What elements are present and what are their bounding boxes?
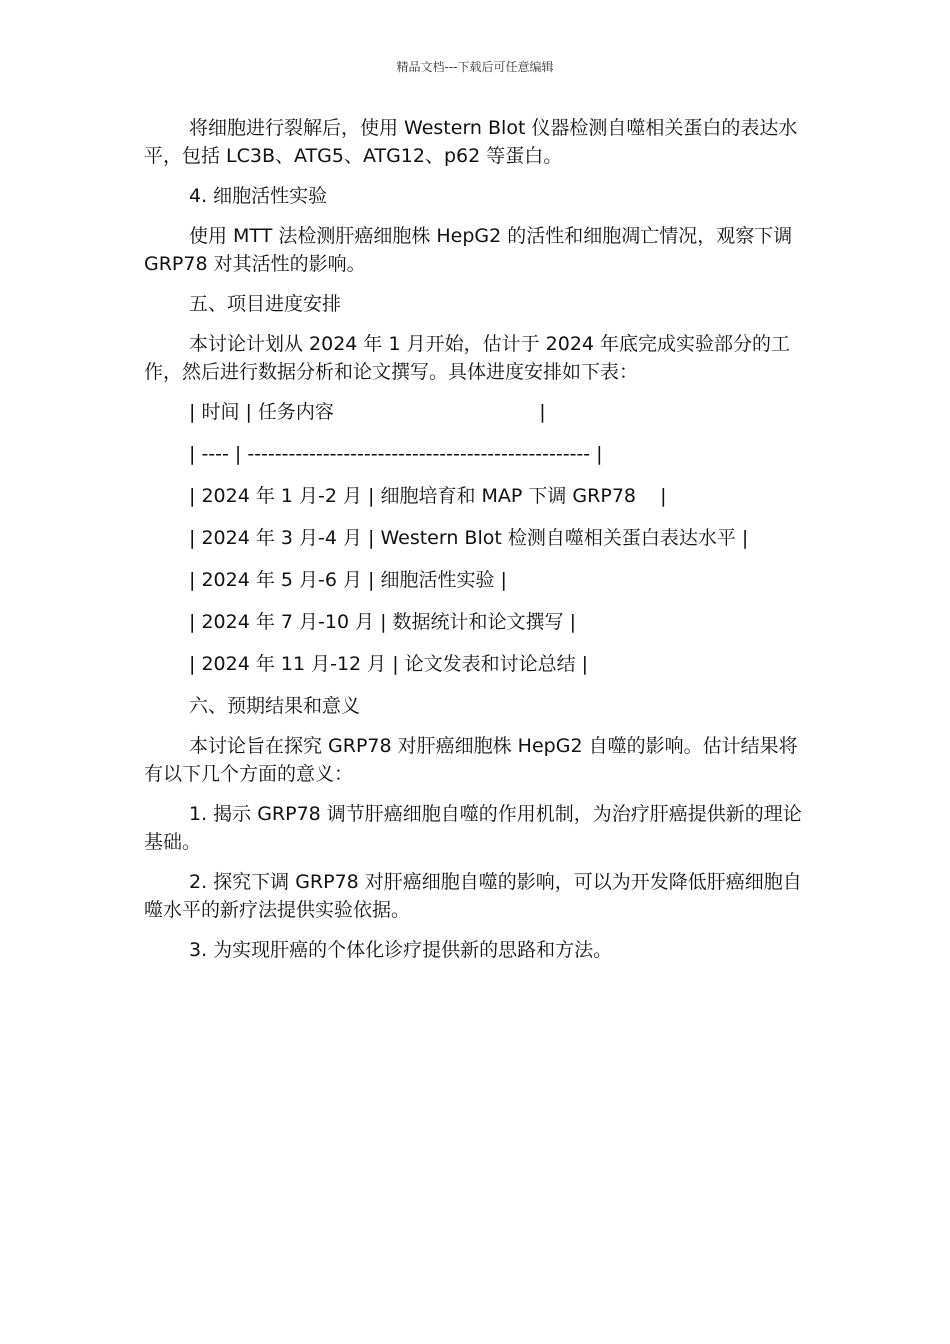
paragraph-mtt: 使用 MTT 法检测肝癌细胞株 HepG2 的活性和细胞凋亡情况，观察下调 GRP78 对其活性的影响。 xyxy=(144,225,799,275)
page-header-watermark: 精品文档---下载后可任意编辑 xyxy=(396,60,554,74)
paragraph-aim: 本讨论旨在探究 GRP78 对肝癌细胞株 HepG2 自噬的影响。估计结果将有以下几个方面的意义： xyxy=(144,735,798,785)
list-item: 3. 为实现肝癌的个体化诊疗提供新的思路和方法。 xyxy=(189,939,613,961)
table-row: | 2024 年 5 月-6 月 | 细胞活性实验 | xyxy=(189,569,507,591)
table-row: | 2024 年 3 月-4 月 | Western Blot 检测自噬相关蛋白表达水平 | xyxy=(189,527,749,549)
heading-cell-activity: 4. 细胞活性实验 xyxy=(189,185,328,207)
paragraph-western-blot: 将细胞进行裂解后，使用 Western Blot 仪器检测自噬相关蛋白的表达水平，包括 LC3B、ATG5、ATG12、p62 等蛋白。 xyxy=(144,117,798,167)
paragraph-plan: 本讨论计划从 2024 年 1 月开始，估计于 2024 年底完成实验部分的工作，然后进行数据分析和论文撰写。具体进度安排如下表： xyxy=(144,333,791,383)
table-row: | 2024 年 7 月-10 月 | 数据统计和论文撰写 | xyxy=(189,611,576,633)
list-item: 2. 探究下调 GRP78 对肝癌细胞自噬的影响，可以为开发降低肝癌细胞自噬水平的新疗法提供实验依据。 xyxy=(144,871,802,921)
list-item: 1. 揭示 GRP78 调节肝癌细胞自噬的作用机制，为治疗肝癌提供新的理论基础。 xyxy=(144,803,802,853)
heading-schedule: 五、项目进度安排 xyxy=(189,293,342,315)
table-row: | 2024 年 11 月-12 月 | 论文发表和讨论总结 | xyxy=(189,653,589,675)
schedule-table xyxy=(144,398,804,678)
table-row: | 2024 年 1 月-2 月 | 细胞培育和 MAP 下调 GRP78 | xyxy=(189,485,667,507)
table-header-row: | 时间 | 任务内容 | xyxy=(189,401,546,423)
heading-expected-results: 六、预期结果和意义 xyxy=(189,695,361,717)
table-separator-row: | ---- | -------------------------------------------------- | xyxy=(189,443,603,465)
document-body xyxy=(144,114,804,976)
